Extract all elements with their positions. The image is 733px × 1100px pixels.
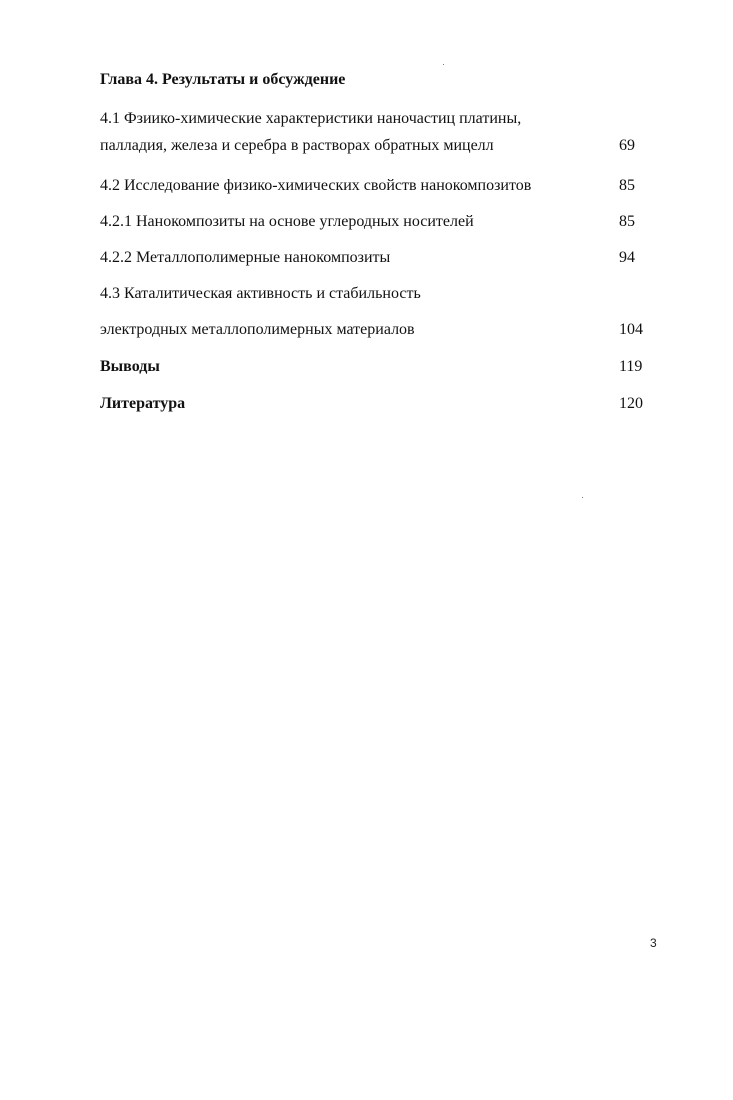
toc-entry-4-2: 4.2 Исследование физико-химических свойств нанокомпозитов bbox=[100, 177, 532, 194]
toc-entry-4-1-line-1: 4.1 Фзиико-химические характеристики наночастиц платины, bbox=[100, 110, 522, 127]
toc-page-conclusions: 119 bbox=[619, 358, 643, 375]
toc-page-4-1: 69 bbox=[619, 137, 635, 154]
toc-page-references: 120 bbox=[619, 395, 643, 412]
scan-speck bbox=[443, 64, 444, 65]
toc-entry-4-3-line-1: 4.3 Каталитическая активность и стабильность bbox=[100, 285, 421, 302]
toc-page-4-3: 104 bbox=[619, 321, 643, 338]
toc-page-4-2-1: 85 bbox=[619, 213, 635, 230]
toc-entry-4-1-line-2: палладия, железа и серебра в растворах обратных мицелл bbox=[100, 137, 494, 154]
toc-entry-references: Литература bbox=[100, 395, 186, 412]
toc-page-4-2: 85 bbox=[619, 177, 635, 194]
toc-entry-4-2-1: 4.2.1 Нанокомпозиты на основе углеродных носителей bbox=[100, 213, 474, 230]
page-number: 3 bbox=[650, 936, 657, 950]
scan-speck bbox=[582, 497, 583, 498]
toc-entry-4-3-line-2: электродных металлополимерных материалов bbox=[100, 321, 415, 338]
toc-entry-4-2-2: 4.2.2 Металлополимерные нанокомпозиты bbox=[100, 249, 391, 266]
toc-entry-conclusions: Выводы bbox=[100, 358, 160, 375]
toc-page-4-2-2: 94 bbox=[619, 249, 635, 266]
chapter-heading: Глава 4. Результаты и обсуждение bbox=[100, 71, 346, 88]
